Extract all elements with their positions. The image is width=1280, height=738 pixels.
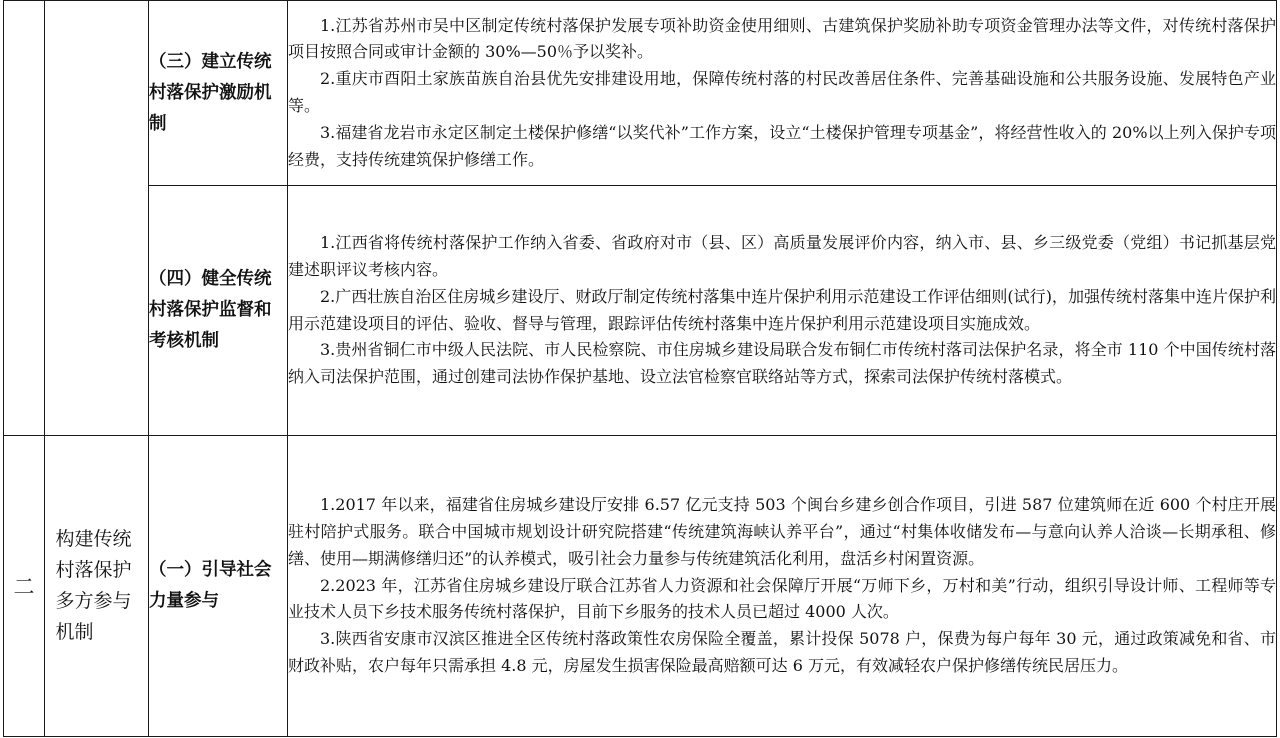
- example-paragraph: 3.福建省龙岩市永定区制定土楼保护修缮“以奖代补”工作方案，设立“土楼保护管理专项基金”，将经营性收入的 20%以上列入保护专项经费，支持传统建筑保护修缮工作。: [288, 122, 1276, 169]
- row-number-cell: [4, 1, 45, 436]
- example-paragraph: 2.2023 年，江苏省住房城乡建设厅联合江苏省人力资源和社会保障厅开展“万师下乡，万村和美”行动，组织引导设计师、工程师等专业技术人员下乡技术服务传统村落保护，目前下乡服务的技术人员已超过 4000 人次。: [288, 575, 1276, 622]
- example-paragraph: 1.江西省将传统村落保护工作纳入省委、省政府对市（县、区）高质量发展评价内容，纳入市、县、乡三级党委（党组）书记抓基层党建述职评议考核内容。: [288, 233, 1276, 279]
- example-paragraph: 3.陕西省安康市汉滨区推进全区传统村落政策性农房保险全覆盖，累计投保 5078 户，保费为每户每年 30 元，通过政策减免和省、市财政补贴，农户每年只需承担 4.8 元，房屋发生损害保险最高赔额可达 6 万元，有效减轻农户保护修缮传统民居压力。: [288, 629, 1276, 675]
- example-paragraph: 3.贵州省铜仁市中级人民法院、市人民检察院、市住房城乡建设局联合发布铜仁市传统村落司法保护名录，将全市 110 个中国传统村落纳入司法保护范围，通过创建司法协作保护基地、设立法官检察官联络站等方式，探索司法保护传统村落模式。: [288, 340, 1276, 387]
- category-cell: [45, 436, 149, 737]
- policy-table: [3, 0, 1277, 737]
- example-paragraph: 1.2017 年以来，福建省住房城乡建设厅安排 6.57 亿元支持 503 个闽台乡建乡创合作项目，引进 587 位建筑师在近 600 个村庄开展驻村陪护式服务。联合中国城市规划设计研究院搭建“传统建筑海峡认养平台”，通过“村集体收储发布—与意向认养人洽谈—长期承租、修缮、使用—期满修缮归还”的认养模式，吸引社会力量参与传统建筑活化利用，盘活乡村闲置资源。: [288, 495, 1276, 568]
- table-row: [4, 436, 1277, 737]
- table-row: [4, 1, 1277, 186]
- table-row: [4, 186, 1277, 436]
- example-paragraph: 2.重庆市酉阳土家族苗族自治县优先安排建设用地，保障传统村落的村民改善居住条件、完善基础设施和公共服务设施、发展特色产业等。: [288, 69, 1276, 115]
- category-title: 构建传统村落保护多方参与机制: [55, 528, 132, 643]
- measure-title: （一）引导社会力量参与: [149, 436, 288, 737]
- measure-title: （三）建立传统村落保护激励机制: [149, 1, 288, 186]
- example-paragraph: 2.广西壮族自治区住房城乡建设厅、财政厅制定传统村落集中连片保护利用示范建设工作评估细则(试行)，加强传统村落集中连片保护利用示范建设项目的评估、验收、督导与管理，跟踪评估传统村落集中连片保护利用示范建设项目实施成效。: [288, 286, 1276, 333]
- row-number: 二: [4, 436, 45, 737]
- examples-cell: [288, 186, 1277, 436]
- category-cell: [45, 1, 149, 436]
- example-paragraph: 1.江苏省苏州市吴中区制定传统村落保护发展专项补助资金使用细则、古建筑保护奖励补助专项资金管理办法等文件，对传统村落保护项目按照合同或审计金额的 30%—50％予以奖补。: [288, 15, 1276, 62]
- examples-cell: [288, 1, 1277, 186]
- examples-cell: [288, 436, 1277, 737]
- measure-title: （四）健全传统村落保护监督和考核机制: [149, 186, 288, 436]
